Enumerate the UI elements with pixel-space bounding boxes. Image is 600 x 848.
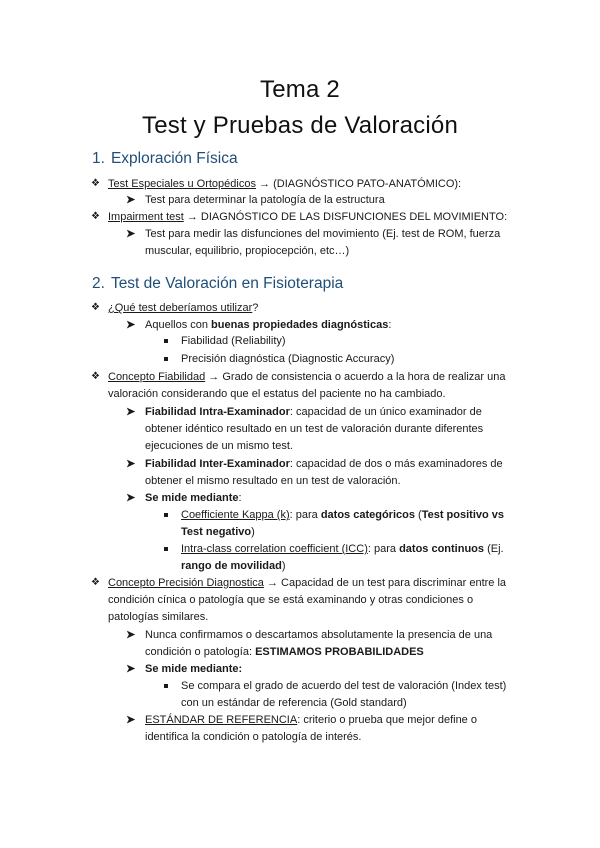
s2-intra-rest: : capacidad de un único examinador de xyxy=(289,406,482,418)
diamond-bullet-icon: ❖ xyxy=(91,577,100,588)
s2-estandar-line1 xyxy=(145,713,477,728)
s2-icc-bold: datos continuos xyxy=(399,543,485,555)
s2-question xyxy=(108,301,258,316)
s2-precision-rest: → Capacidad de un test para discriminar entre la xyxy=(263,577,507,589)
square-bullet-icon xyxy=(164,684,168,688)
section-2-number: 2. xyxy=(92,275,105,292)
s2-estandar-term: ESTÁNDAR DE REFERENCIA xyxy=(145,714,298,726)
diamond-bullet-icon: ❖ xyxy=(91,211,100,222)
s2-q-sub-bold: buenas propiedades diagnósticas xyxy=(211,319,389,331)
s2-icc-l2-bold: rango de movilidad xyxy=(181,560,282,572)
s2-fiabilidad-line2: valoración considerando que el estatus del paciente no ha cambiado. xyxy=(108,388,446,400)
s2-precision-term: Concepto Precisión Diagnostica xyxy=(108,577,264,589)
s2-mide-bold: Se mide mediante xyxy=(145,492,239,504)
s2-fiabilidad-line1 xyxy=(108,370,505,385)
s2-nunca-line2 xyxy=(145,645,424,660)
s2-icc-mid: : para xyxy=(367,543,400,555)
s2-inter-bold: Fiabilidad Inter-Examinador xyxy=(145,458,290,470)
s2-estandar-line2: identifica la condición o patología de interés. xyxy=(145,731,362,743)
s2-precision-line1 xyxy=(108,576,506,591)
arrow-bullet-icon: ➤ xyxy=(126,714,136,726)
arrow-bullet-icon: ➤ xyxy=(126,228,136,240)
s2-q-sub-post: : xyxy=(388,319,392,331)
s2-icc-term: Intra-class correlation coefficient (ICC) xyxy=(181,543,368,555)
square-bullet-icon xyxy=(164,513,168,517)
s1-item2-sub-line1: Test para medir las disfunciones del movimiento (Ej. test de ROM, fuerza xyxy=(145,228,501,240)
section-2-title: Test de Valoración en Fisioterapia xyxy=(110,275,344,292)
arrow-bullet-icon: ➤ xyxy=(126,629,136,641)
square-bullet-icon xyxy=(164,547,168,551)
s1-item2-rest: → DIAGNÓSTICO DE LAS DISFUNCIONES DEL MOVIMIENTO: xyxy=(183,211,508,223)
s2-mide2: Se mide mediante: xyxy=(145,663,243,675)
s2-mide-colon: : xyxy=(238,492,242,504)
s2-kappa-mid2: ( xyxy=(414,509,422,521)
s2-comp-line2: con un estándar de referencia (Gold standard) xyxy=(181,697,407,709)
s2-kappa-l2-bold: Test negativo xyxy=(181,526,252,538)
diamond-bullet-icon: ❖ xyxy=(91,371,100,382)
s2-nunca-bold: ESTIMAMOS PROBABILIDADES xyxy=(255,646,424,658)
s1-item2-link-text: Impairment test xyxy=(108,211,184,223)
s2-reliability: Fiabilidad (Reliability) xyxy=(181,335,286,347)
s2-icc-l2-end: ) xyxy=(281,560,286,572)
s1-item2 xyxy=(108,210,507,225)
arrow-bullet-icon: ➤ xyxy=(126,194,136,206)
s1-item1-rest: → (DIAGNÓSTICO PATO-ANATÓMICO): xyxy=(255,178,462,190)
s2-fiabilidad-term: Concepto Fiabilidad xyxy=(108,371,206,383)
diamond-bullet-icon: ❖ xyxy=(91,302,100,313)
s2-question-mark: ? xyxy=(252,302,259,314)
s1-item1-link-text: Test Especiales u Ortopédicos xyxy=(108,178,256,190)
s2-kappa-bold2: Test positivo vs xyxy=(421,509,505,521)
diamond-bullet-icon: ❖ xyxy=(91,178,100,189)
s2-icc-line2 xyxy=(181,559,286,574)
square-bullet-icon xyxy=(164,357,168,361)
arrow-bullet-icon: ➤ xyxy=(126,458,136,470)
s2-kappa-mid: : para xyxy=(289,509,321,521)
s2-kappa-line2 xyxy=(181,525,255,540)
s2-precision-line3: patologías similares. xyxy=(108,611,209,623)
s2-precision-line2: condición cínica o patología que se está examinando y otras condiciones o xyxy=(108,594,474,606)
s2-intra-bold: Fiabilidad Intra-Examinador xyxy=(145,406,290,418)
section-2-heading xyxy=(92,275,343,293)
arrow-bullet-icon: ➤ xyxy=(126,663,136,675)
s2-kappa-line1 xyxy=(181,508,504,523)
s2-kappa-term: Coefficiente Kappa (k) xyxy=(181,509,290,521)
arrow-bullet-icon: ➤ xyxy=(126,319,136,331)
s1-item1 xyxy=(108,177,461,192)
s2-estandar-rest: : criterio o prueba que mejor define o xyxy=(297,714,477,726)
s2-intra-line1 xyxy=(145,405,482,420)
s1-item1-sub: Test para determinar la patología de la estructura xyxy=(145,194,385,206)
s2-icc-line1 xyxy=(181,542,504,557)
doc-title-line2: Test y Pruebas de Valoración xyxy=(142,112,458,139)
arrow-bullet-icon: ➤ xyxy=(126,492,136,504)
s2-question-text: ¿Qué test deberíamos utilizar xyxy=(108,302,253,314)
s1-item2-sub-line2: muscular, equilibrio, propiocepción, etc…) xyxy=(145,245,350,257)
s2-question-sub xyxy=(145,318,391,333)
s2-intra-line2: obtener idéntico resultado en un test de valoración durante diferentes xyxy=(145,423,484,435)
s2-inter-line1 xyxy=(145,457,503,472)
s2-kappa-bold1: datos categóricos xyxy=(320,509,415,521)
arrow-bullet-icon: ➤ xyxy=(126,406,136,418)
square-bullet-icon xyxy=(164,339,168,343)
doc-title-line1: Tema 2 xyxy=(260,76,340,103)
s2-intra-line3: ejecuciones de un mismo test. xyxy=(145,440,293,452)
section-1-heading xyxy=(92,150,238,168)
s2-kappa-l2-end: ) xyxy=(251,526,255,538)
section-1-title: Exploración Física xyxy=(110,150,238,167)
s2-icc-end: (Ej. xyxy=(484,543,504,555)
s2-inter-line2: obtener el mismo resultado en un test de valoración. xyxy=(145,475,401,487)
section-1-number: 1. xyxy=(92,150,105,167)
s2-nunca-pre: condición o patología: xyxy=(145,646,256,658)
s2-accuracy: Precisión diagnóstica (Diagnostic Accuracy) xyxy=(181,353,395,365)
s2-q-sub-pre: Aquellos con xyxy=(145,319,212,331)
s2-nunca-line1: Nunca confirmamos o descartamos absolutamente la presencia de una xyxy=(145,629,493,641)
s2-fiabilidad-rest: → Grado de consistencia o acuerdo a la hora de realizar una xyxy=(205,371,506,383)
s2-inter-rest: : capacidad de dos o más examinadores de xyxy=(289,458,503,470)
s2-comp-line1: Se compara el grado de acuerdo del test de valoración (Index test) xyxy=(181,680,507,692)
s2-mide xyxy=(145,491,242,506)
